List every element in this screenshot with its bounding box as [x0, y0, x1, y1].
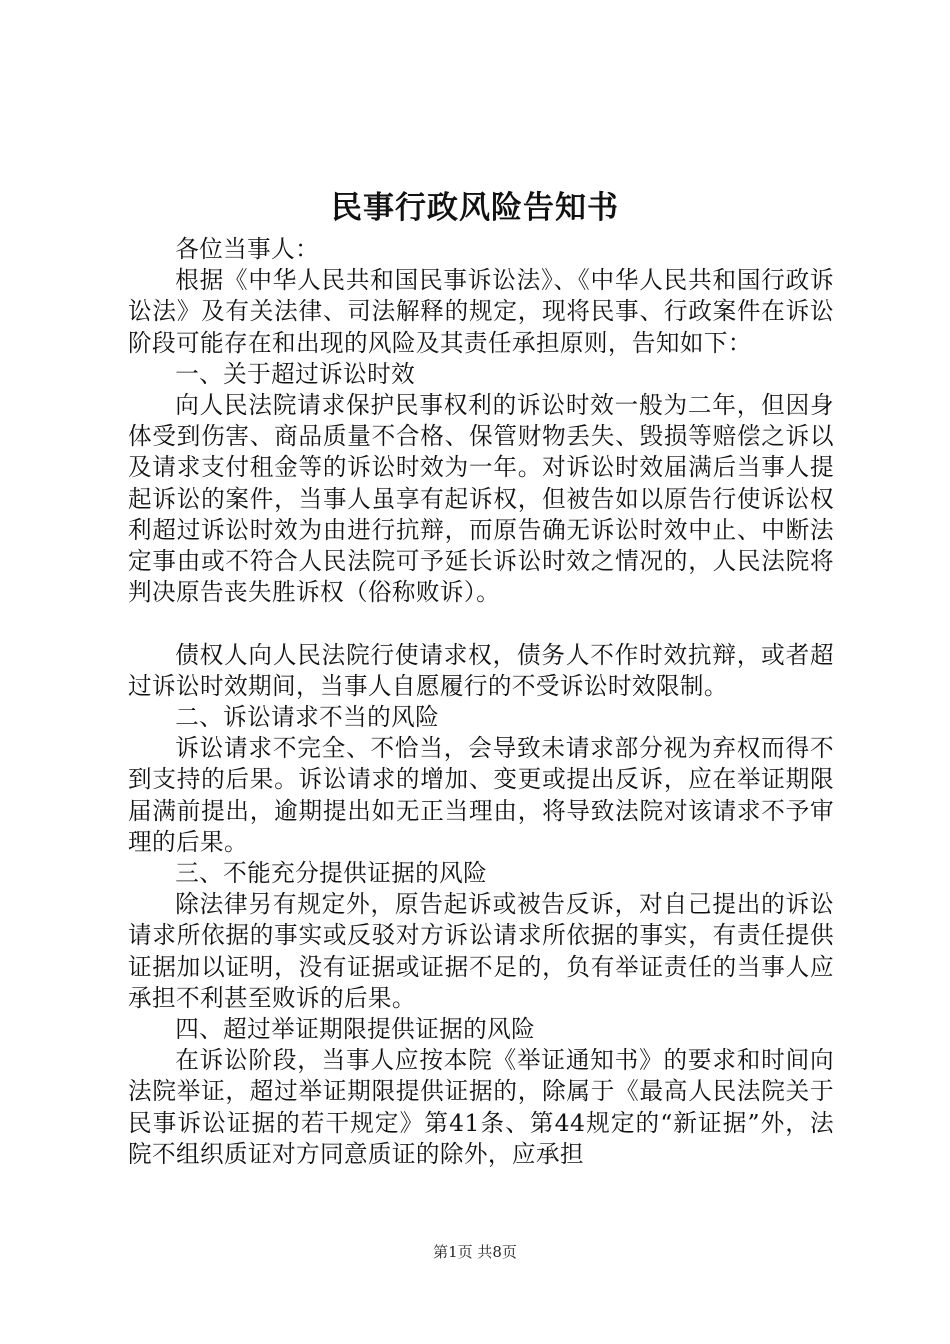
- section-heading-1: 一、关于超过诉讼时效: [175, 359, 416, 388]
- page-number-footer: 第1页 共8页: [433, 1243, 517, 1261]
- section-1-paragraph-2: 债权人向人民法院行使请求权，债务人不作时效抗辩，或者超过诉讼时效期间，当事人自愿履行的不受诉讼时效限制。: [128, 640, 834, 700]
- document-body: [128, 234, 834, 1170]
- document-title: 民事行政风险告知书: [331, 190, 619, 226]
- section-1-paragraph-1: 向人民法院请求保护民事权利的诉讼时效一般为二年，但因身体受到伤害、商品质量不合格、保管财物丢失、毁损等赔偿之诉以及请求支付租金等的诉讼时效为一年。对诉讼时效届满后当事人提起诉讼的案件，当事人虽享有起诉权，但被告如以原告行使诉讼权利超过诉讼时效为由进行抗辩，而原告确无诉讼时效中止、中断法定事由或不符合人民法院可予延长诉讼时效之情况的，人民法院将判决原告丧失胜诉权（俗称败诉）。: [128, 391, 834, 607]
- section-4-paragraph: 在诉讼阶段，当事人应按本院《举证通知书》的要求和时间向法院举证，超过举证期限提供证据的，除属于《最高人民法院关于民事诉讼证据的若干规定》第41条、第44规定的“新证据”外，法院不组织质证对方同意质证的除外，应承担: [128, 1046, 834, 1168]
- section-heading-3: 三、不能充分提供证据的风险: [175, 859, 488, 888]
- section-3-paragraph: 除法律另有规定外，原告起诉或被告反诉，对自己提出的诉讼请求所依据的事实或反驳对方诉讼请求所依据的事实，有责任提供证据加以证明，没有证据或证据不足的，负有举证责任的当事人应承担不利甚至败诉的后果。: [128, 890, 834, 1012]
- intro-paragraph: 根据《中华人民共和国民事诉讼法》、《中华人民共和国行政诉讼法》及有关法律、司法解释的规定，现将民事、行政案件在诉讼阶段可能存在和出现的风险及其责任承担原则，告知如下：: [128, 266, 834, 357]
- blank-line: [128, 608, 834, 639]
- section-2-paragraph: 诉讼请求不完全、不恰当，会导致未请求部分视为弃权而得不到支持的后果。诉讼请求的增加、变更或提出反诉，应在举证期限届满前提出，逾期提出如无正当理由，将导致法院对该请求不予审理的后果。: [128, 734, 834, 856]
- salutation: 各位当事人：: [175, 235, 320, 263]
- section-heading-2: 二、诉讼请求不当的风险: [175, 703, 440, 732]
- section-heading-4: 四、超过举证期限提供证据的风险: [175, 1015, 536, 1044]
